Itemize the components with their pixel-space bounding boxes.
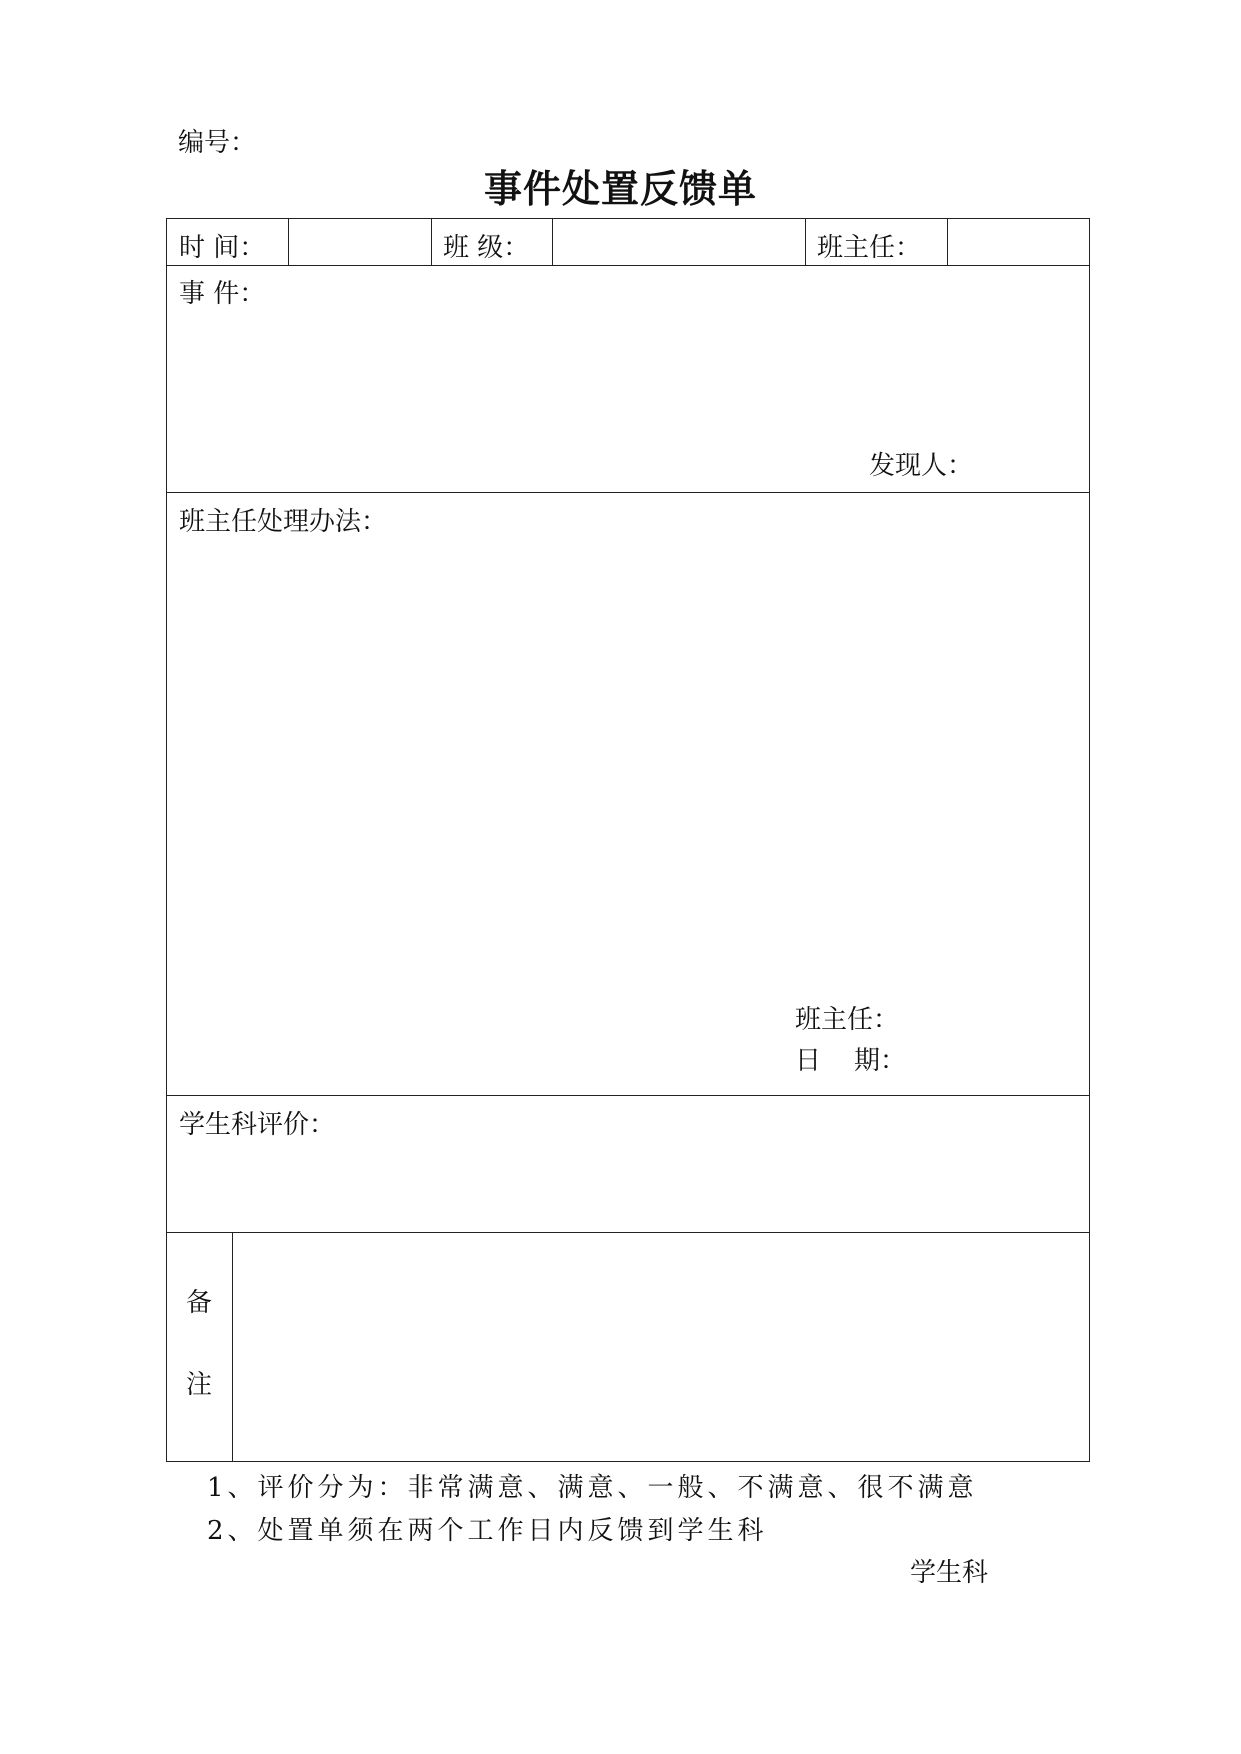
class-label: 班 级：: [443, 233, 530, 263]
remarks-label-2: 注: [186, 1370, 213, 1400]
column-divider: [288, 219, 289, 265]
row-divider: [167, 265, 1089, 266]
signature-date-label: 日 期：: [795, 1046, 907, 1076]
column-divider: [431, 219, 432, 265]
row-divider: [167, 1095, 1089, 1096]
time-field[interactable]: [290, 221, 429, 263]
handling-method-field[interactable]: [169, 539, 1087, 999]
department-signature: 学生科: [910, 1558, 989, 1588]
event-field[interactable]: [169, 309, 1087, 439]
column-divider: [947, 219, 948, 265]
class-field[interactable]: [554, 221, 803, 263]
note-item: 2、处置单须在两个工作日内反馈到学生科: [207, 1516, 768, 1546]
head-teacher-label: 班主任：: [817, 233, 922, 263]
serial-number-label: 编号：: [178, 128, 257, 158]
time-label: 时 间：: [179, 233, 266, 263]
row-divider: [167, 492, 1089, 493]
column-divider: [232, 1232, 233, 1461]
event-label: 事 件：: [179, 279, 266, 309]
remarks-field[interactable]: [235, 1234, 1087, 1459]
signature-teacher-label: 班主任：: [795, 1005, 900, 1035]
feedback-form-table: [166, 218, 1090, 1462]
column-divider: [805, 219, 806, 265]
form-title: 事件处置反馈单: [483, 166, 757, 211]
remarks-label-1: 备: [186, 1288, 213, 1318]
finder-label: 发现人：: [869, 451, 974, 481]
column-divider: [552, 219, 553, 265]
handling-method-label: 班主任处理办法：: [179, 507, 388, 537]
evaluation-field[interactable]: [169, 1141, 1087, 1227]
head-teacher-field[interactable]: [949, 221, 1087, 263]
row-divider: [167, 1232, 1089, 1233]
evaluation-label: 学生科评价：: [179, 1110, 336, 1140]
note-item: 1、评价分为：非常满意、满意、一般、不满意、很不满意: [207, 1473, 978, 1503]
